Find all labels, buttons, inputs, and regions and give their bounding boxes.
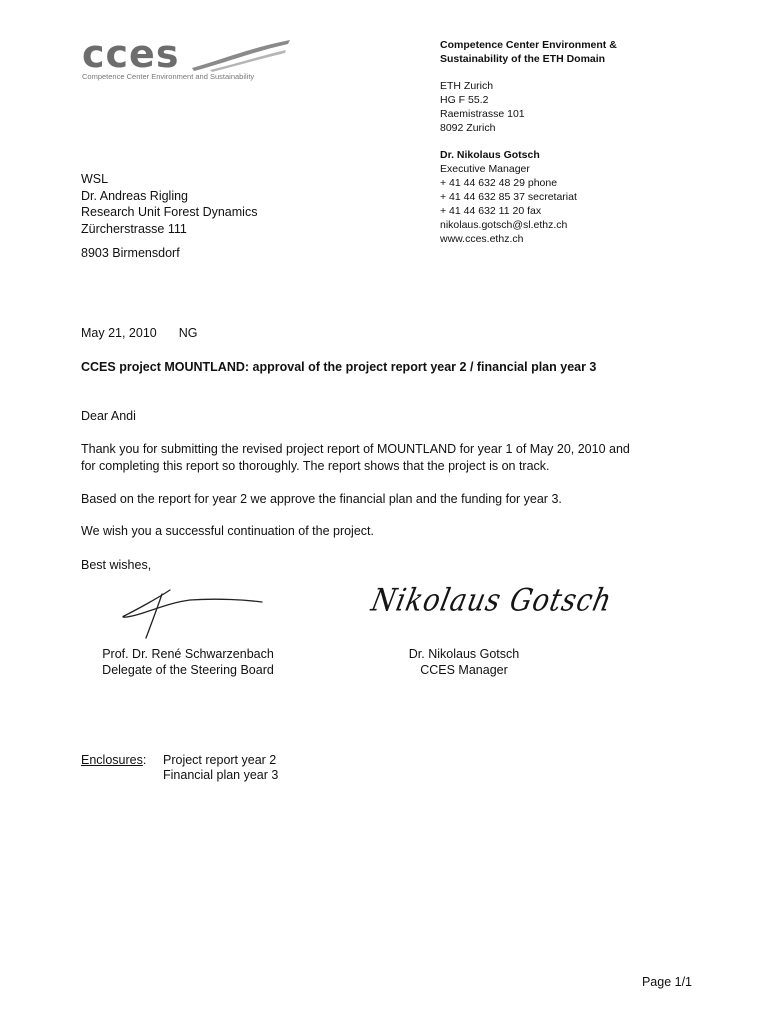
paragraph-2: Based on the report for year 2 we approve the financial plan and the funding for year 3. bbox=[81, 492, 562, 506]
sender-address-line: ETH Zurich bbox=[440, 80, 494, 92]
signatory-right-role: CCES Manager bbox=[420, 662, 508, 677]
enclosures-list bbox=[163, 753, 278, 783]
sender-org-line1: Competence Center Environment & bbox=[440, 39, 617, 51]
signatory-left bbox=[80, 647, 296, 678]
sender-block bbox=[440, 38, 740, 246]
logo-subtitle: Competence Center Environment and Sustainability bbox=[82, 72, 255, 81]
signatory-left-role: Delegate of the Steering Board bbox=[102, 662, 274, 677]
signatory-left-name: Prof. Dr. René Schwarzenbach bbox=[102, 647, 274, 661]
letter-date: May 21, 2010 bbox=[81, 326, 157, 340]
enclosure-item: Financial plan year 3 bbox=[163, 768, 279, 782]
sender-address-line: 8092 Zurich bbox=[440, 122, 496, 134]
enclosures-label: Enclosures bbox=[81, 753, 143, 767]
salutation: Dear Andi bbox=[81, 409, 136, 423]
sender-name: Dr. Nikolaus Gotsch bbox=[440, 149, 540, 161]
logo-wordmark: cces bbox=[82, 32, 180, 76]
sender-org-line2: Sustainability of the ETH Domain bbox=[440, 53, 606, 65]
recipient-line: Dr. Andreas Rigling bbox=[81, 188, 189, 203]
letter-subject: CCES project MOUNTLAND: approval of the project report year 2 / financial plan year 3 bbox=[81, 360, 597, 374]
sender-address-line: HG F 55.2 bbox=[440, 94, 489, 106]
enclosures: Enclosures: Project report year 2 Financial plan year 3 bbox=[81, 753, 279, 782]
recipient-line: Research Unit Forest Dynamics bbox=[81, 205, 258, 219]
sender-contact-line: Executive Manager bbox=[440, 163, 530, 175]
date-line bbox=[81, 326, 198, 340]
cces-logo bbox=[82, 32, 292, 86]
recipient-block bbox=[81, 171, 257, 262]
signature-right: Nikolaus Gotsch bbox=[368, 582, 616, 619]
paragraph-3: We wish you a successful continuation of the project. bbox=[81, 524, 374, 538]
page-number: Page 1/1 bbox=[641, 975, 692, 989]
signature-left bbox=[118, 584, 268, 642]
paragraph-line: Thank you for submitting the revised project report of MOUNTLAND for year 1 of May 20, 2010 and bbox=[81, 442, 630, 456]
paragraph-line: for completing this report so thoroughly. The report shows that the project is on track. bbox=[81, 458, 550, 473]
closing: Best wishes, bbox=[81, 558, 152, 572]
sender-contact-line: + 41 44 632 48 29 phone bbox=[440, 177, 558, 189]
letter-reference: NG bbox=[178, 326, 198, 340]
recipient-line: Zürcherstrasse 111 bbox=[81, 221, 187, 236]
recipient-city: 8903 Birmensdorf bbox=[81, 246, 180, 260]
signatory-right-name: Dr. Nikolaus Gotsch bbox=[408, 647, 520, 661]
logo-swoosh-icon bbox=[190, 38, 294, 72]
enclosure-item: Project report year 2 bbox=[163, 753, 277, 767]
paragraph-1 bbox=[81, 441, 701, 474]
signatory-right bbox=[386, 647, 542, 678]
sender-contact-line: + 41 44 632 85 37 secretariat bbox=[440, 191, 577, 203]
sender-address-line: Raemistrasse 101 bbox=[440, 108, 525, 120]
sender-email: nikolaus.gotsch@sl.ethz.ch bbox=[440, 219, 568, 231]
sender-contact-line: + 41 44 632 11 20 fax bbox=[440, 205, 542, 217]
sender-website: www.cces.ethz.ch bbox=[440, 233, 524, 245]
recipient-line: WSL bbox=[81, 172, 109, 186]
